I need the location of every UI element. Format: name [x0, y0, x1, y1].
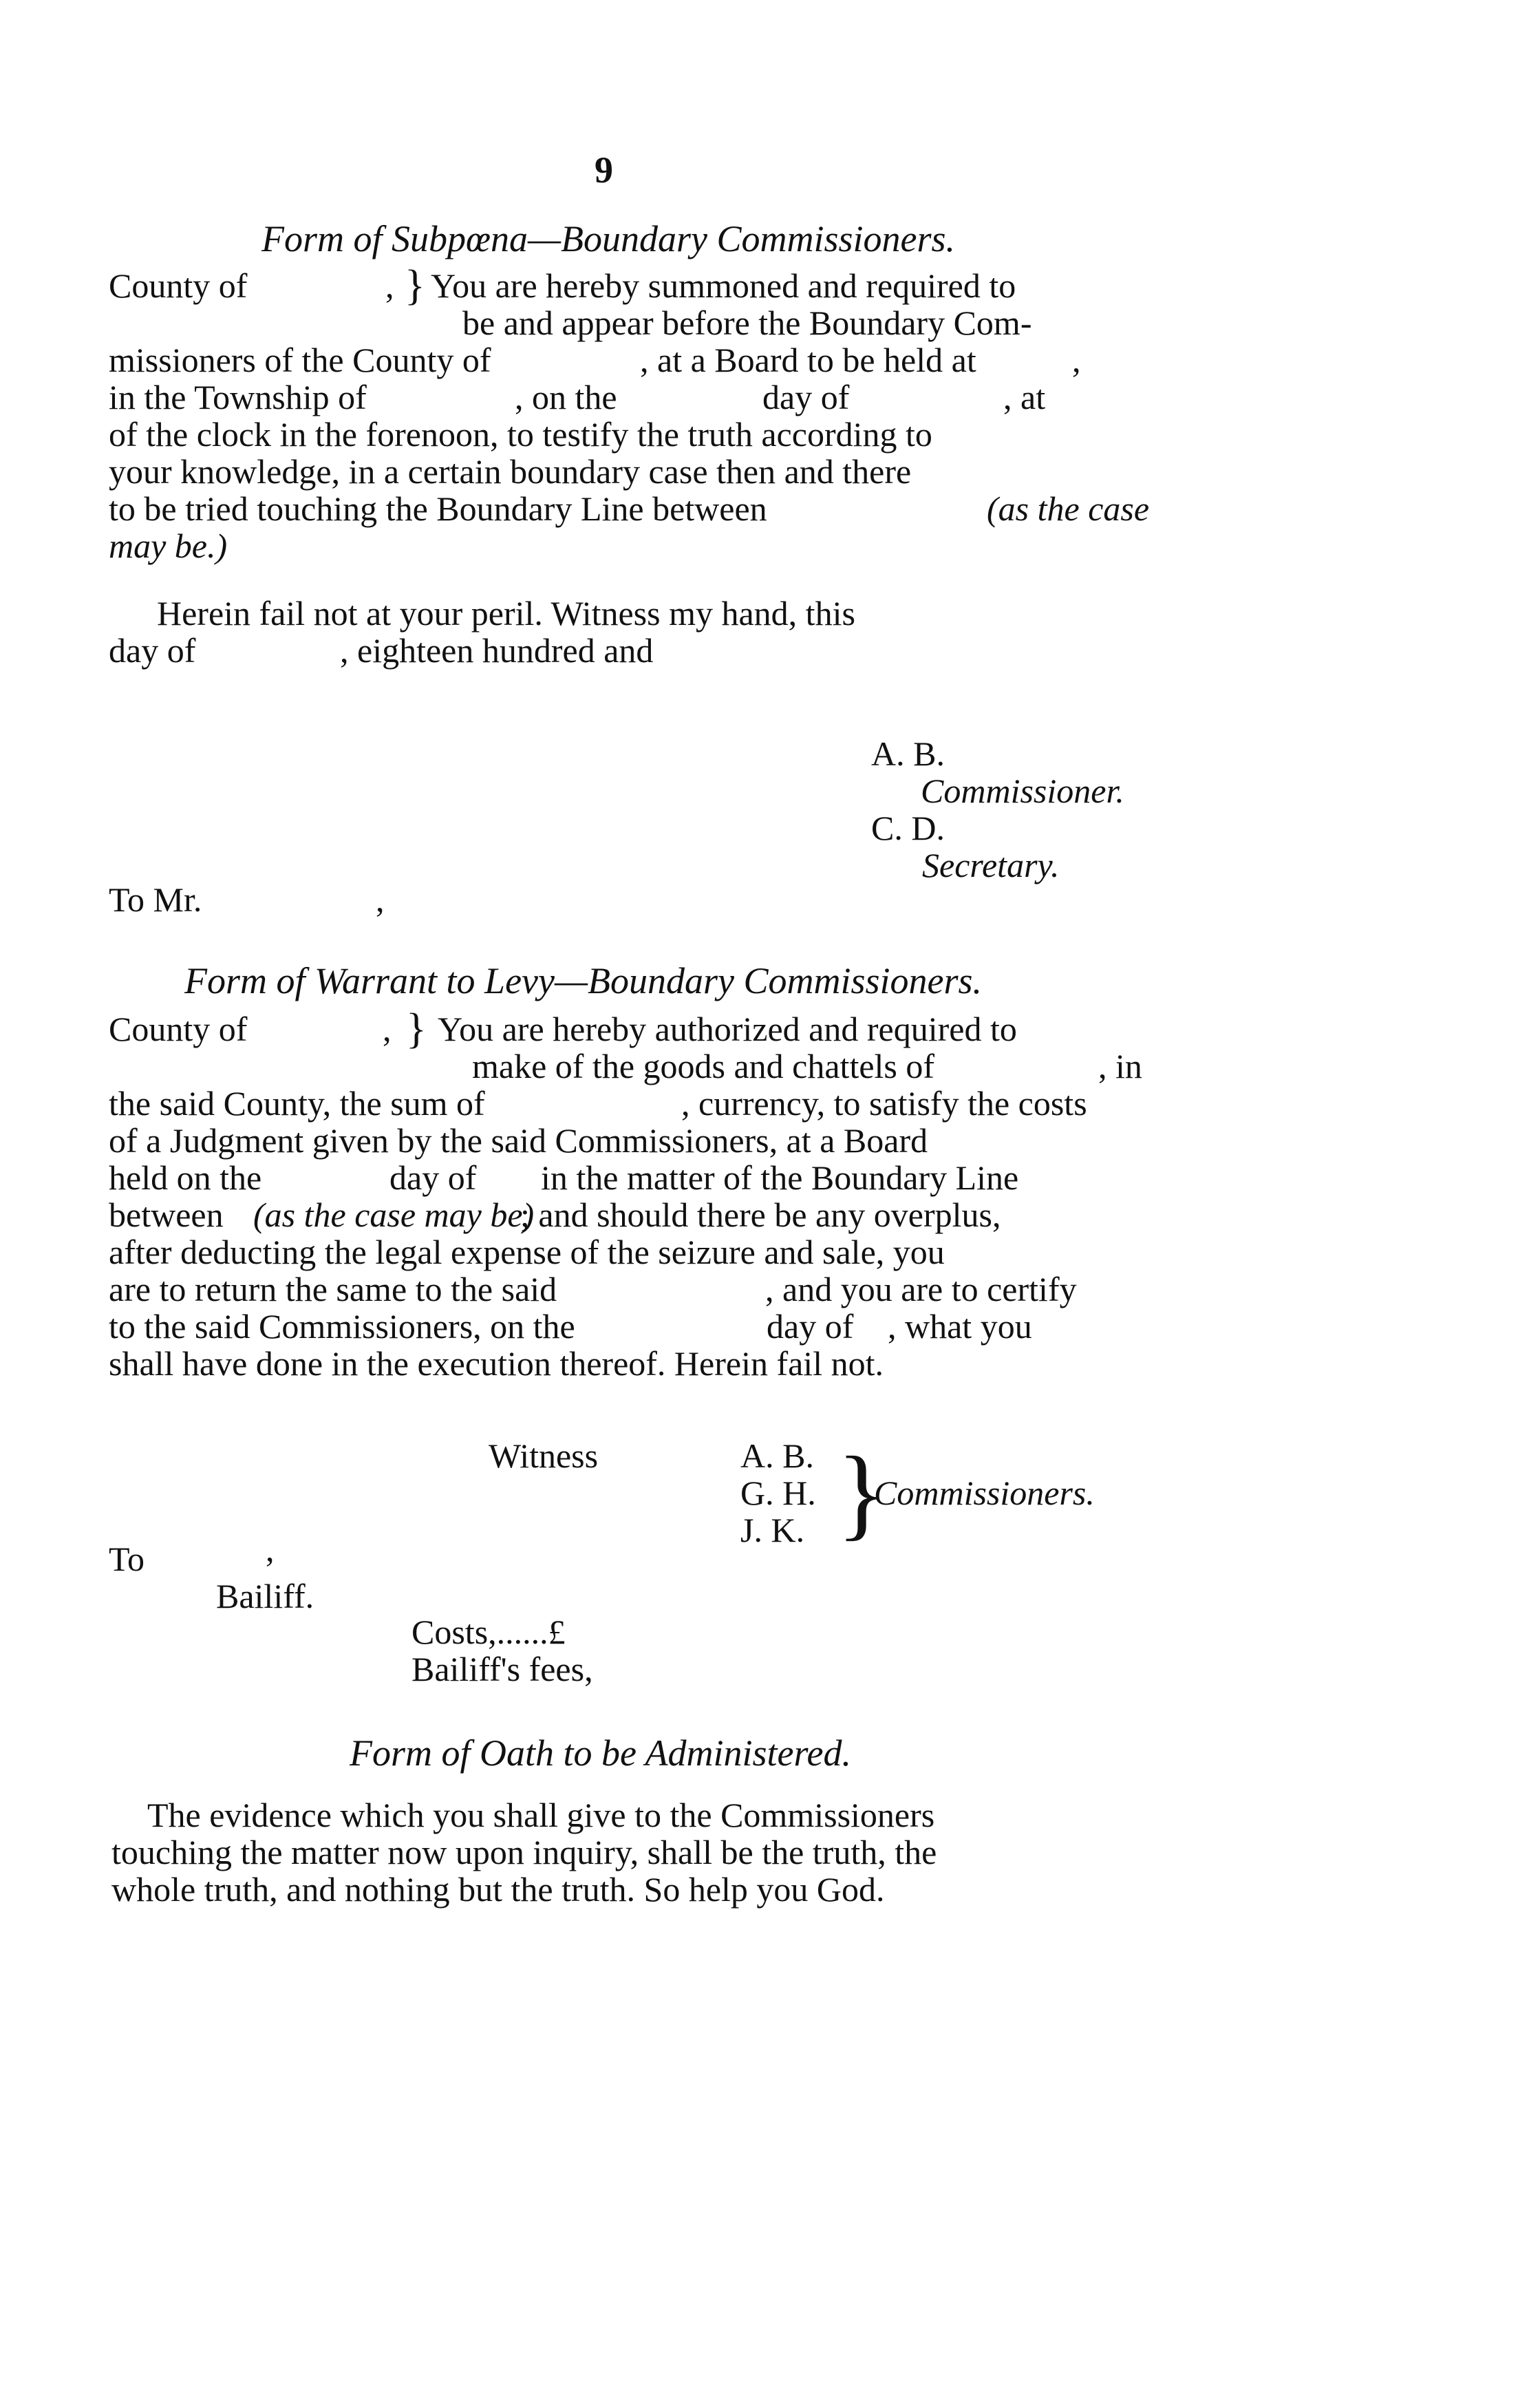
- oath-line-2: touching the matter now upon inquiry, shall be the truth, the: [111, 1833, 937, 1871]
- warrant-line-3b: , currency, to satisfy the costs: [681, 1084, 1087, 1123]
- subpoena-line-7: to be tried touching the Boundary Line between: [109, 489, 767, 528]
- subpoena-line-3b: , at a Board to be held at: [640, 341, 976, 379]
- warrant-line-5a: held on the: [109, 1158, 262, 1197]
- subpoena-line-4c: day of: [762, 378, 850, 416]
- warrant-line-2b: , in: [1098, 1047, 1142, 1085]
- warrant-title: Form of Warrant to Levy—Boundary Commissioners.: [184, 960, 983, 1001]
- subpoena-line-5: of the clock in the forenoon, to testify the truth according to: [109, 415, 932, 454]
- page-number: 9: [595, 149, 613, 191]
- subpoena-county-comma: ,: [385, 266, 394, 305]
- warrant-bailiff: Bailiff.: [216, 1577, 314, 1615]
- warrant-bailiff-fees: Bailiff's fees,: [411, 1650, 593, 1688]
- warrant-line-10: shall have done in the execution thereof. Herein fail not.: [109, 1344, 884, 1383]
- warrant-county-comma: ,: [383, 1010, 392, 1048]
- subpoena-line-2: be and appear before the Boundary Com-: [462, 304, 1032, 342]
- subpoena-case-note: (as the case: [987, 489, 1150, 528]
- subpoena-sig-ab: A. B.: [871, 734, 945, 773]
- subpoena-date-b: , eighteen hundred and: [340, 631, 654, 670]
- warrant-line-5c: in the matter of the Boundary Line: [541, 1158, 1019, 1197]
- warrant-sig-brace: }: [837, 1436, 886, 1550]
- warrant-line-5b: day of: [389, 1158, 477, 1197]
- warrant-line-3a: the said County, the sum of: [109, 1084, 485, 1123]
- warrant-brace: }: [406, 1006, 427, 1052]
- subpoena-line-4d: , at: [1003, 378, 1046, 416]
- subpoena-to-mr: To Mr.: [109, 880, 202, 919]
- warrant-line-9a: to the said Commissioners, on the: [109, 1307, 575, 1346]
- oath-title: Form of Oath to be Administered.: [350, 1732, 851, 1774]
- warrant-line-2a: make of the goods and chattels of: [472, 1047, 935, 1085]
- subpoena-county-label: County of: [109, 266, 248, 305]
- warrant-line-7: after deducting the legal expense of the seizure and sale, you: [109, 1233, 945, 1271]
- warrant-to: To: [109, 1540, 145, 1578]
- oath-line-3: whole truth, and nothing but the truth. So help you God.: [111, 1870, 885, 1909]
- subpoena-line-6: your knowledge, in a certain boundary case then and there: [109, 452, 912, 491]
- warrant-line-6a: between: [109, 1196, 224, 1234]
- subpoena-sig-cd: C. D.: [871, 809, 945, 847]
- warrant-sig-jk: J. K.: [740, 1511, 805, 1549]
- subpoena-line-1: You are hereby summoned and required to: [431, 266, 1016, 305]
- warrant-county-label: County of: [109, 1010, 248, 1048]
- subpoena-line-3c: ,: [1072, 341, 1081, 379]
- subpoena-line-4b: , on the: [515, 378, 617, 416]
- subpoena-fail-line: Herein fail not at your peril. Witness my hand, this: [157, 594, 855, 633]
- warrant-line-1: You are hereby authorized and required to: [438, 1010, 1017, 1048]
- subpoena-brace: }: [405, 262, 425, 309]
- subpoena-line-3a: missioners of the County of: [109, 341, 491, 379]
- subpoena-line-4a: in the Township of: [109, 378, 367, 416]
- subpoena-date-a: day of: [109, 631, 196, 670]
- oath-line-1: The evidence which you shall give to the Commissioners: [147, 1796, 935, 1834]
- warrant-line-9c: , what you: [888, 1307, 1032, 1346]
- warrant-line-6c: ; and should there be any overplus,: [520, 1196, 1001, 1234]
- warrant-sig-ab: A. B.: [740, 1436, 814, 1475]
- warrant-line-9b: day of: [767, 1307, 854, 1346]
- warrant-line-8a: are to return the same to the said: [109, 1270, 557, 1308]
- warrant-line-6b: (as the case may be): [253, 1196, 535, 1234]
- subpoena-sig-cd-role: Secretary.: [922, 846, 1060, 884]
- warrant-line-4: of a Judgment given by the said Commissioners, at a Board: [109, 1121, 928, 1160]
- subpoena-case-note-2: may be.): [109, 527, 228, 565]
- warrant-commissioners: Commissioners.: [874, 1474, 1095, 1512]
- warrant-to-comma: ,: [266, 1530, 275, 1569]
- warrant-witness: Witness: [489, 1436, 599, 1475]
- warrant-costs: Costs,......£: [411, 1613, 566, 1651]
- subpoena-sig-ab-role: Commissioner.: [921, 772, 1124, 810]
- subpoena-to-mr-comma: ,: [376, 880, 385, 919]
- warrant-sig-gh: G. H.: [740, 1474, 816, 1512]
- subpoena-title: Form of Subpœna—Boundary Commissioners.: [261, 218, 956, 259]
- warrant-line-8b: , and you are to certify: [765, 1270, 1077, 1308]
